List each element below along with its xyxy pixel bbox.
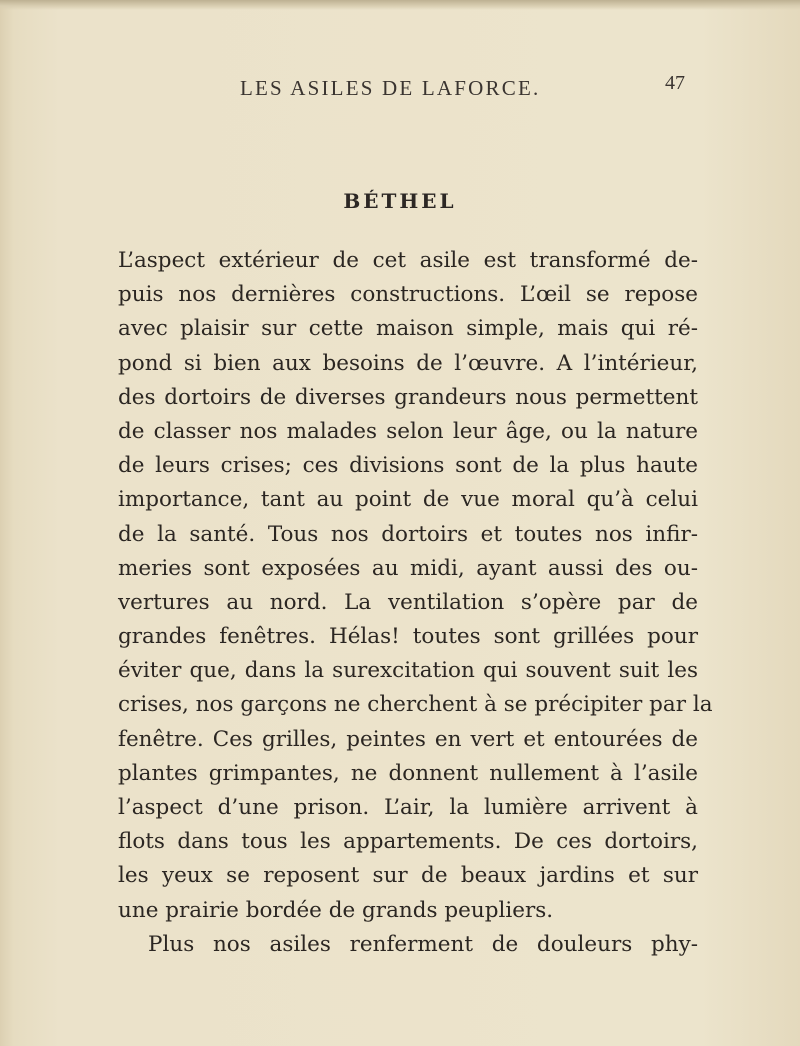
text-line: de classer nos malades selon leur âge, ou la nature — [118, 418, 698, 444]
text-line: avec plaisir sur cette maison simple, mais qui ré- — [118, 316, 698, 342]
running-head: LES ASILES DE LAFORCE. — [240, 76, 541, 100]
section-title: BÉTHEL — [343, 189, 457, 213]
text-line: de la santé. Tous nos dortoirs et toutes nos infir- — [118, 521, 698, 547]
text-line: pond si bien aux besoins de l’œuvre. A l’intérieur, — [118, 350, 698, 376]
text-line: Plus nos asiles renferment de douleurs phy- — [148, 931, 698, 957]
text-line: plantes grimpantes, ne donnent nullement à l’asile — [118, 760, 698, 786]
text-line: meries sont exposées au midi, ayant aussi des ou- — [118, 555, 698, 581]
text-line: fenêtre. Ces grilles, peintes en vert et entourées de — [118, 726, 698, 752]
page-top-edge — [0, 0, 800, 10]
body-text — [118, 244, 713, 962]
text-line: puis nos dernières constructions. L’œil se repose — [118, 282, 698, 308]
text-line: les yeux se reposent sur de beaux jardins et sur — [118, 863, 698, 889]
text-line: une prairie bordée de grands peupliers. — [118, 897, 554, 923]
text-line: éviter que, dans la surexcitation qui souvent suit les — [118, 658, 698, 684]
text-line: importance, tant au point de vue moral qu’à celui — [118, 487, 698, 513]
text-line: de leurs crises; ces divisions sont de la plus haute — [118, 453, 698, 479]
page-spine-shadow — [0, 0, 14, 1046]
page-number: 47 — [665, 72, 685, 94]
text-line: grandes fenêtres. Hélas! toutes sont grillées pour — [118, 624, 698, 650]
text-line: l’aspect d’une prison. L’air, la lumière arrivent à — [118, 795, 698, 820]
text-line: crises, nos garçons ne cherchent à se précipiter par la — [118, 692, 713, 718]
text-line: L’aspect extérieur de cet asile est transformé de- — [118, 248, 698, 273]
text-line: vertures au nord. La ventilation s’opère par de — [118, 589, 698, 615]
text-line: des dortoirs de diverses grandeurs nous permettent — [118, 384, 698, 410]
text-line: flots dans tous les appartements. De ces dortoirs, — [118, 829, 698, 855]
